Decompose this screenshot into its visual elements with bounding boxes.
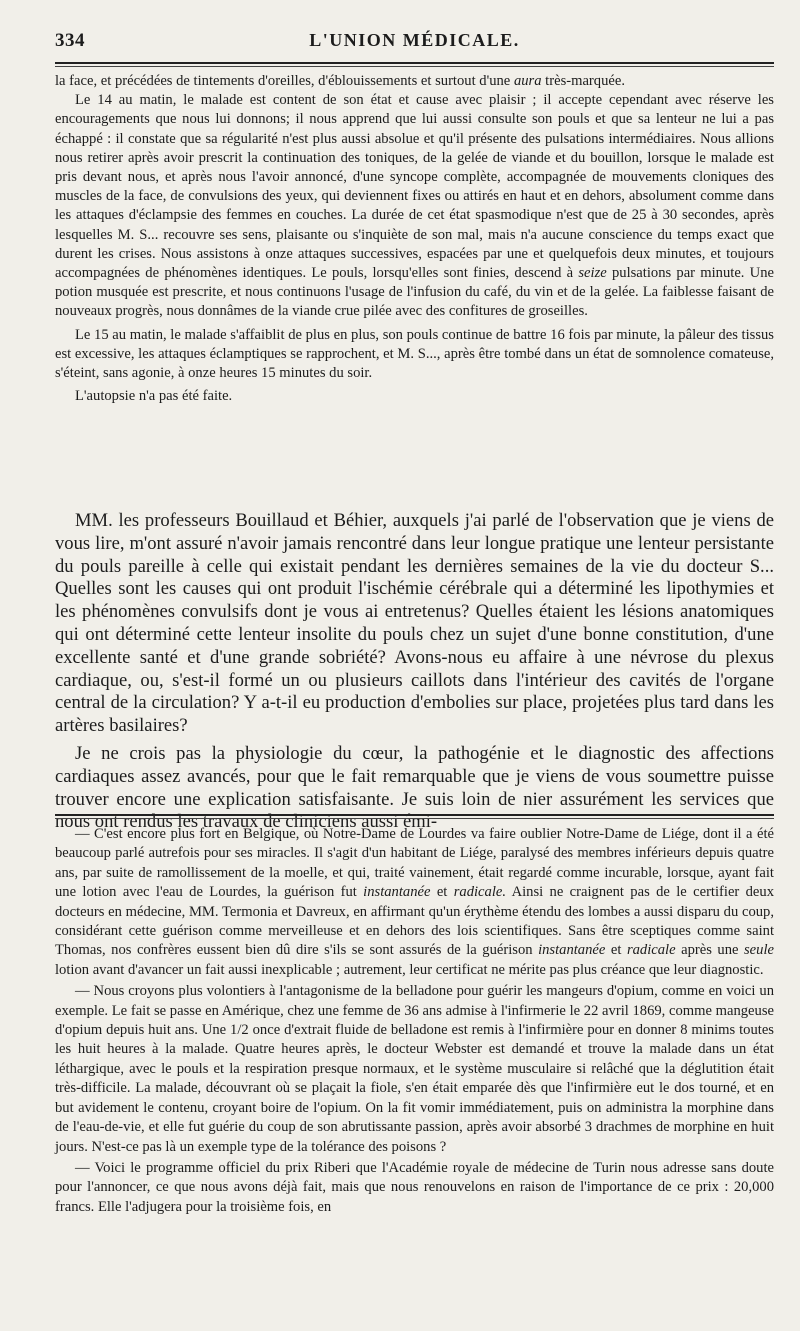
discussion — [55, 510, 774, 839]
discussion-paragraph-1: MM. les professeurs Bouillaud et Béhier, auxquels j'ai parlé de l'observation que je viens de vous lire, m'ont assuré n'avoir jamais rencontré dans leur longue pratique une lenteur persistante du pouls pareille à celle qui existait pendant les dernières semaines de la vie du docteur S... Quelles sont les causes qui ont produit l'ischémie cérébrale qui a déterminé les lipothymies et les phénomènes convulsifs dont je vous ai entretenus? Quelles étaient les lésions anatomiques qui ont déterminé cette lenteur insolite du pouls chez un sujet d'une bonne constitution, d'une excellente santé et d'une grande sobriété? Avons-nous eu affaire à une névrose du plexus cardiaque, ou, s'est-il formé un ou plusieurs caillots dans l'intérieur des cavités de l'organe central de la circulation? Y a-t-il eu production d'embolies sur place, projetées plus tard dans les artères basilaires? — [55, 510, 774, 737]
section-rule-thin — [55, 818, 774, 819]
case-paragraph-4: L'autopsie n'a pas été faite. — [75, 388, 233, 405]
running-title: L'UNION MÉDICALE. — [309, 30, 520, 50]
header-rule-thin — [55, 66, 774, 67]
news-item-belgium: — C'est encore plus fort en Belgique, où Notre-Dame de Lourdes va faire oublier Notre-Dame de Liége, dont il a été beaucoup parlé autrefois pour ses miracles. Il s'agit d'un habitant de Liége, paralysé des membres inférieurs depuis quatre ans, par suite de ramollissement de la moelle, et qui, traité vainement, était regardé comme incurable, lorsque, ayant fait une lotion avec l'eau de Lourdes, la guérison fut instantanée et radicale. Ainsi ne craignent pas de le certifier deux docteurs en médecine, MM. Termonia et Davreux, en affirmant qu'un érythème étendu des lombes a aussi disparu du coup, considérant cette guérison comme merveilleuse et en dehors des lois scientifiques. Sans être sceptiques comme saint Thomas, nos confrères eussent bien dû dire s'ils se sont assurés de la guérison instantanée et radicale après une seule lotion avant d'avancer un fait aussi inexplicable ; autrement, leur certificat ne mérite pas plus créance que leur diagnostic. — [55, 826, 774, 978]
discussion-paragraph-2: Je ne crois pas la physiologie du cœur, la pathogénie et le diagnostic des affections cardiaques assez avancés, pour que le fait remarquable que je viens de vous soumettre puisse trouver encore une explication satisfaisante. Je suis loin de nier assurément les services que nous ont rendus les travaux de cliniciens aussi émi- — [55, 742, 774, 833]
page-header — [55, 30, 774, 60]
journal-page — [55, 0, 774, 1331]
news-item-prix-riberi: — Voici le programme officiel du prix Riberi que l'Académie royale de médecine de Turin nous adresse sans doute pour l'annoncer, ce que nous avons déjà fait, mais que nous renouvelons en raison de l'importance de ce prix : 20,000 francs. Elle l'adjugera pour la troisième fois, en — [55, 1159, 774, 1215]
case-paragraph-1: la face, et précédées de tintements d'oreilles, d'éblouissements et surtout d'une aura très-marquée. — [55, 73, 625, 89]
case-paragraph-2: Le 14 au matin, le malade est content de son état et cause avec plaisir ; il accepte cependant avec réserve les encouragements que nous lui donnons; il nous apprend que lui aussi consulte son pouls et que sa lenteur ne lui a pas échappé : il constate que sa régularité n'est plus aussi absolue et qu'il présente des pulsations intermédiaires. Nous allions nous retirer après avoir prescrit la continuation des toniques, de la gelée de viande et du bouillon, lorsque le malade est pris devant nous, et après nous l'avoir annoncé, d'une syncope complète, accompagnée de mouvements cloniques des muscles de la face, de convulsions des yeux, qui deviennent fixes ou attirés en haut et en dehors, absolument comme dans les attaques d'éclampsie des femmes en couches. La durée de cet état spasmodique n'est que de 25 à 30 secondes, après lesquelles M. S... recouvre ses sens, plaisante ou s'inquiète de son mal, mais n'a aucune conscience du temps exact que durent les crises. Nous assistons à onze attaques successives, espacées par une et quelquefois deux minutes, et toujours accompagnées de phénomènes identiques. Le pouls, lorsqu'elles sont finies, descend à seize pulsations par minute. Une potion musquée est prescrite, et nous continuons l'usage de l'infusion du café, du vin et de la gelée. La faiblesse faisant de nouveaux progrès, nous donnâmes de la viande crue pilée avec des confitures de groseilles. — [55, 92, 774, 320]
news-section — [55, 825, 774, 1219]
case-observation — [55, 72, 774, 406]
section-rule — [55, 814, 774, 816]
header-rule — [55, 62, 774, 64]
news-item-belladone: — Nous croyons plus volontiers à l'antagonisme de la belladone pour guérir les mangeurs d'opium, comme en voici un exemple. Le fait se passe en Amérique, chez une femme de 36 ans admise à l'infirmerie le 22 avril 1869, comme mangeuse d'opium depuis huit ans. Une 1/2 once d'extrait fluide de belladone est remis à l'infirmière pour en donner 8 minims toutes les huit heures à la malade. Quatre heures après, le docteur Webster est demandé et trouve la malade dans un état léthargique, avec le pouls et la respiration presque normaux, et le système musculaire si relâché que la déglutition était très-difficile. La malade, découvrant où se plaçait la fiole, s'en était emparée dès que l'infirmière eut le dos tourné, et en but avidement le contenu, croyant boire de l'opium. On la fit vomir immédiatement, puis on administra la morphine dans de l'eau-de-vie, et elle fut guérie du coup de son abrutissante passion, après avoir absorbé 3 drachmes de morphine en huit jours. N'est-ce pas là un exemple type de la tolérance des poisons ? — [55, 983, 774, 1155]
case-paragraph-3: Le 15 au matin, le malade s'affaiblit de plus en plus, son pouls continue de battre 16 fois par minute, la pâleur des tissus est excessive, les attaques éclamptiques se rapprochent, et M. S..., après être tombé dans un état de somnolence comateuse, s'éteint, sans agonie, à onze heures 15 minutes du soir. — [55, 326, 774, 382]
page-number: 334 — [55, 30, 85, 51]
